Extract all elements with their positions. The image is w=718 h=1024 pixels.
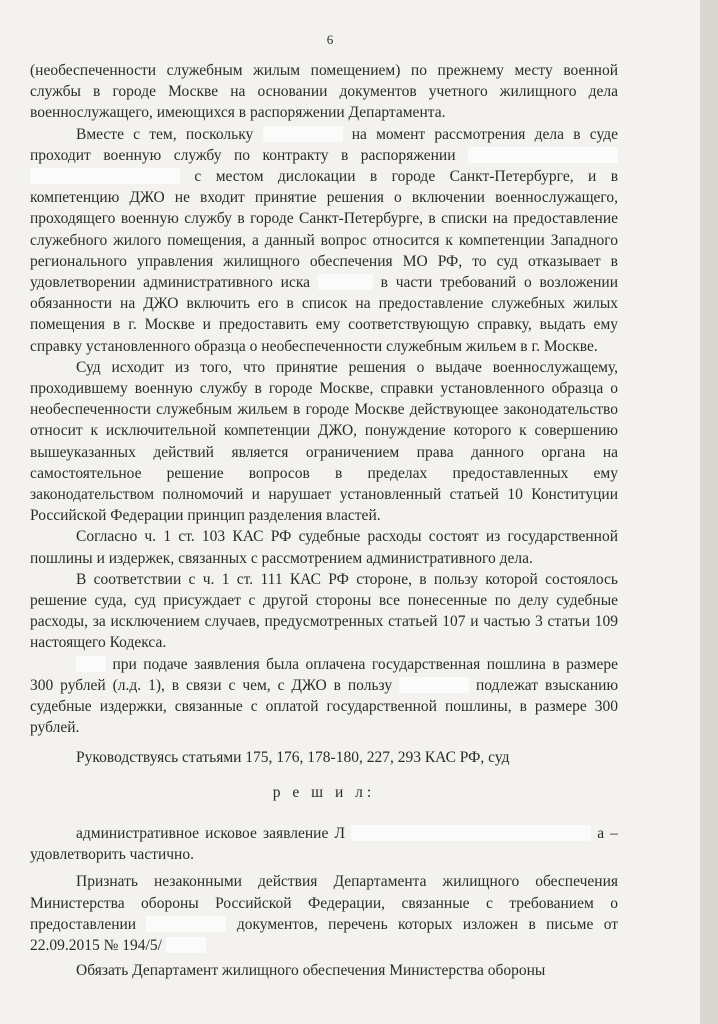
paragraph <box>30 823 618 865</box>
text-fragment: документов, перечень которых изложен в письме от 22.09.2015 № 194/5/ <box>30 915 619 954</box>
redaction <box>318 274 373 290</box>
text-fragment: Признать незаконными действия Департамента жилищного обеспечения Министерства обороны Российской Федерации, связанные с требованием о предоставлении <box>30 873 618 933</box>
text-fragment: при подаче заявления была оплачена государственная пошлина в размере 300 рублей (л.д. 1), в связи с чем, с ДЖО в пользу <box>30 655 618 694</box>
text-fragment: в части требований о возложении обязанности на ДЖО включить его в список на предоставление служебных жилых помещения в г. Москве и предоставить ему соответствующую справку, выдать ему справку установленного образца о необеспеченности служебным жильем в г. Москве. <box>30 274 618 355</box>
paragraph <box>30 654 618 739</box>
redaction <box>30 168 180 184</box>
text-fragment: Вместе с тем, поскольку <box>76 125 254 143</box>
text-fragment: а – удовлетворить частично. <box>30 824 619 864</box>
text-fragment: на момент рассмотрения дела в суде проходит военную службу по контракту в распоряжении <box>30 125 618 164</box>
paragraph: В соответствии с ч. 1 ст. 111 КАС РФ стороне, в пользу которой состоялось решение суда, суд присуждает с другой стороны все понесенные по делу судебные расходы, за исключением случаев, предусмотренных статьей 107 и частью 3 статьи 109 настоящего Кодекса. <box>30 570 618 652</box>
redaction <box>76 656 106 672</box>
redaction <box>263 126 343 142</box>
redaction <box>468 147 618 163</box>
paragraph: Согласно ч. 1 ст. 103 КАС РФ судебные расходы состоят из государственной пошлины и издержек, связанных с рассмотрением административного дела. <box>30 528 618 567</box>
text-fragment: административное исковое заявление Л <box>76 824 345 842</box>
paragraph <box>30 124 618 357</box>
redaction <box>351 825 591 841</box>
decision-heading: р е ш и л: <box>272 783 376 801</box>
text-fragment: с местом дислокации в городе Санкт-Петербурге, и в компетенцию ДЖО не входит принятие решения о включении военнослужащего, проходящего военную службу в городе Санкт-Петербурге, в списки на предоставление служебного жилого помещения, а данный вопрос относится к компетенции Западного регионального управления жилищного обеспечения МО РФ, то суд отказывает в удовлетворении административного иска <box>30 168 619 292</box>
paragraph <box>30 871 618 956</box>
paragraph: Руководствуясь статьями 175, 176, 178-180, 227, 293 КАС РФ, суд <box>76 748 510 766</box>
redaction <box>146 916 226 932</box>
redaction <box>166 937 206 953</box>
redaction <box>399 677 469 693</box>
paragraph: (необеспеченности служебным жилым помещением) по прежнему месту военной службы в городе Москве на основании документов учетного жилищного дела военнослужащего, имеющихся в распоряжении Департамента. <box>30 62 618 122</box>
paragraph: Обязать Департамент жилищного обеспечения Министерства обороны <box>76 962 546 980</box>
page-number: 6 <box>326 32 334 47</box>
document-body <box>30 60 618 981</box>
text-fragment: подлежат взысканию судебные издержки, связанные с оплатой государственной пошлины, в размере 300 рублей. <box>30 676 619 737</box>
page-edge <box>700 0 718 1024</box>
paragraph: Суд исходит из того, что принятие решения о выдаче военнослужащему, проходившему военную службу в городе Москве, справки установленного образца о необеспеченности служебным жильем в городе Москве действующее законодательство относит к исключительной компетенции ДЖО, понуждение которого к совершению вышеуказанных действий является ограничением права данного органа на самостоятельное решение вопросов в пределах предоставленных ему законодательством полномочий и нарушает установленный статьей 10 Конституции Российской Федерации принцип разделения властей. <box>30 358 618 525</box>
